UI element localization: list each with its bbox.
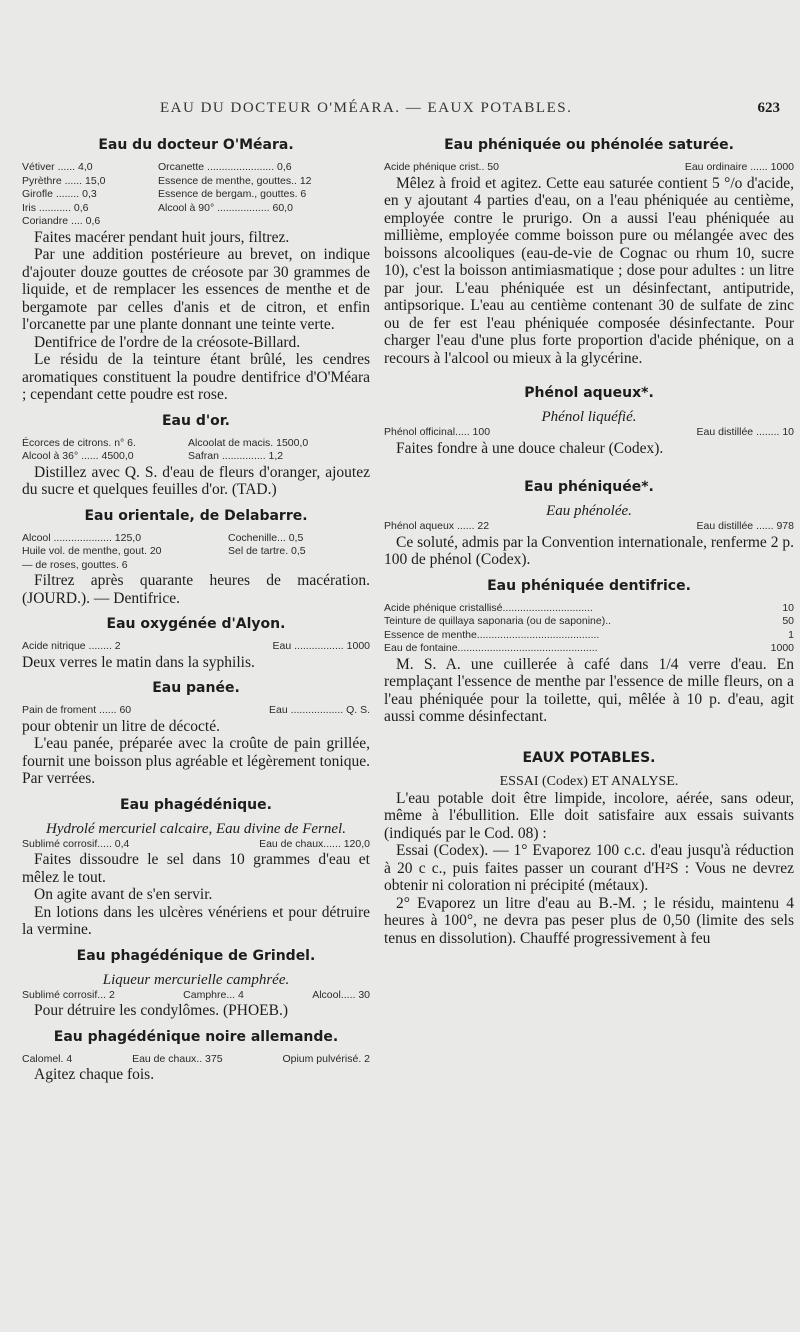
section-title-dentifrice: Eau phéniquée dentifrice. bbox=[487, 577, 691, 594]
ingredient: Eau de fontaine................................................ bbox=[384, 642, 598, 654]
ingredient: Eau ................. 1000 bbox=[272, 640, 370, 652]
ingredient: Acide nitrique ........ 2 bbox=[22, 640, 121, 652]
ingredients-phagedenique bbox=[22, 838, 370, 852]
section-title-orientale: Eau orientale, de Delabarre. bbox=[84, 507, 308, 524]
paragraph: En lotions dans les ulcères vénériens et pour détruire la vermine. bbox=[22, 903, 370, 938]
ingredient bbox=[228, 559, 370, 573]
ingredients-phenol bbox=[384, 426, 794, 440]
section-title-phagedenique: Eau phagédénique. bbox=[120, 796, 272, 813]
paragraph: M. S. A. une cuillerée à café dans 1/4 verre d'eau. En remplaçant l'essence de menthe par l'essence de mille fleurs, on a l'eau phéniquée pour la toilette, qui, mêlée à 10 p. d'eau, agit aussi comme désinfectant. bbox=[384, 655, 794, 725]
ingredient: Alcool à 36° ...... 4500,0 bbox=[22, 450, 134, 462]
paragraph: Distillez avec Q. S. d'eau de fleurs d'oranger, ajoutez du sucre et quelques feuilles d'or. (TAD.) bbox=[22, 463, 370, 498]
section-title-phenol: Phénol aqueux*. bbox=[524, 385, 654, 401]
ingredients-saturee bbox=[384, 161, 794, 175]
ingredient: Acide phénique crist.. 50 bbox=[384, 161, 499, 173]
ingredient: — de roses, gouttes. 6 bbox=[22, 558, 128, 571]
ingredient: Sublimé corrosif... 2 bbox=[22, 988, 115, 1001]
ingredient: Essence de menthe.......................................... bbox=[384, 628, 600, 641]
ingredient: Camphre... 4 bbox=[183, 988, 244, 1001]
paragraph: Faites macérer pendant huit jours, filtrez. bbox=[34, 228, 290, 246]
section-subtitle: ESSAI (Codex) ET ANALYSE. bbox=[499, 773, 679, 789]
ingredient: Phénol officinal..... 100 bbox=[384, 426, 491, 438]
paragraph: Dentifrice de l'ordre de la créosote-Billard. bbox=[34, 333, 301, 351]
ingredients-noire bbox=[22, 1053, 370, 1067]
ingredient: Alcoolat de macis. 1500,0 bbox=[188, 436, 309, 449]
ingredient: Opium pulvérisé. 2 bbox=[282, 1052, 370, 1065]
ingredient: Safran ............... 1,2 bbox=[188, 450, 284, 462]
ingredient: Alcool..... 30 bbox=[312, 988, 370, 1001]
ingredient: 1000 bbox=[770, 642, 794, 654]
ingredient: Essence de menthe, gouttes.. 12 bbox=[158, 174, 312, 187]
ingredient: Cochenille... 0,5 bbox=[228, 531, 304, 544]
ingredient: Eau distillée ........ 10 bbox=[696, 426, 794, 438]
ingredients-alyon bbox=[22, 640, 370, 654]
ingredient: Eau de chaux...... 120,0 bbox=[259, 837, 370, 850]
ingredients-pheniquee bbox=[384, 520, 794, 534]
ingredient: Pyrèthre ...... 15,0 bbox=[22, 174, 106, 187]
ingredient: Eau de chaux.. 375 bbox=[132, 1052, 223, 1065]
section-title-noire: Eau phagédénique noire allemande. bbox=[53, 1028, 339, 1045]
section-title-alyon: Eau oxygénée d'Alyon. bbox=[106, 616, 286, 632]
paragraph: Mêlez à froid et agitez. Cette eau saturée contient 5 °/o d'acide, en y ajoutant 4 parties d'eau, on a l'eau phéniquée au centième, employée contre le prurigo. On a aussi l'eau phéniquée au millième, employée comme boisson pure ou mélangée avec des boissons alcooliques (eau-de-vie de Cognac ou rhum 10, sucre 10), c'est la boisson antimiasmatique ; dose pour adultes : un litre par jour. L'eau phéniquée est un désinfectant, antiputride, antipsorique. L'eau au centième contenant 30 de sulfate de zinc ou de fer est l'eau phéniquée composée désinfectante. Pour charger l'eau d'une plus forte proportion d'acide phénique, on a recours à l'alcool ou mieux à la glycérine. bbox=[384, 174, 794, 367]
paragraph: Ce soluté, admis par la Convention internationale, renferme 2 p. 100 de phénol (Codex). bbox=[384, 533, 794, 568]
ingredients-orientale bbox=[22, 532, 370, 573]
ingredient-row bbox=[384, 602, 794, 616]
ingredient: Girofle ........ 0,3 bbox=[22, 188, 97, 200]
section-title-potables: EAUX POTABLES. bbox=[522, 749, 656, 766]
ingredient: 1 bbox=[788, 628, 794, 641]
ingredient: Pain de froment ...... 60 bbox=[22, 704, 132, 716]
ingredient: Eau distillée ...... 978 bbox=[696, 520, 794, 532]
section-subtitle: Liqueur mercurielle camphrée. bbox=[102, 971, 290, 988]
ingredient-row bbox=[384, 615, 794, 629]
ingredient: 50 bbox=[782, 615, 794, 627]
ingredient: Phénol aqueux ...... 22 bbox=[384, 520, 490, 532]
section-title-saturee: Eau phéniquée ou phénolée saturée. bbox=[444, 137, 734, 153]
paragraph: pour obtenir un litre de décocté. bbox=[22, 717, 220, 735]
ingredients-or bbox=[22, 437, 370, 464]
section-title-grindel: Eau phagédénique de Grindel. bbox=[76, 947, 316, 964]
ingredient-row bbox=[384, 629, 794, 643]
ingredient-row bbox=[384, 642, 794, 656]
section-title-or: Eau d'or. bbox=[161, 412, 230, 429]
section-subtitle: Phénol liquéfié. bbox=[541, 409, 637, 425]
page-number: 623 bbox=[757, 100, 780, 116]
paragraph: Deux verres le matin dans la syphilis. bbox=[22, 653, 255, 671]
section-subtitle: Eau phénolée. bbox=[546, 503, 632, 519]
ingredient: Écorces de citrons. n° 6. bbox=[22, 436, 136, 449]
ingredient: Huile vol. de menthe, gout. 20 bbox=[22, 545, 162, 557]
running-title: EAU DU DOCTEUR O'MÉARA. — EAUX POTABLES. bbox=[160, 100, 573, 116]
ingredient: Essence de bergam., gouttes. 6 bbox=[158, 188, 307, 200]
ingredients-panee bbox=[22, 704, 370, 718]
section-title-panee: Eau panée. bbox=[152, 680, 240, 696]
paragraph: Pour détruire les condylômes. (PHOEB.) bbox=[34, 1002, 288, 1019]
ingredient: Eau .................. Q. S. bbox=[269, 704, 370, 716]
ingredient: Eau ordinaire ...... 1000 bbox=[684, 161, 794, 173]
ingredient: Vétiver ...... 4,0 bbox=[22, 161, 93, 173]
ingredient: Alcool à 90° .................. 60,0 bbox=[158, 201, 293, 214]
paragraph: Par une addition postérieure au brevet, on indique d'ajouter douze gouttes de créosote par 30 grammes de liquide, et de remplacer les essences de menthe et de bergamote par celles d'anis et de citron, et enfin l'orcanette par une plante donnant une teinte verte. bbox=[22, 246, 370, 333]
paragraph: L'eau panée, préparée avec la croûte de pain grillée, fournit une boisson plus agréable et légèrement tonique. Par verrées. bbox=[22, 735, 370, 787]
paragraph: 2° Evaporez un litre d'eau au B.-M. ; le résidu, maintenu 4 heures à 100°, ne devra pas peser plus de 0,50 (limite des sels tenus en dissolution). Chauffé progressivement à feu bbox=[384, 894, 794, 947]
paragraph: Essai (Codex). — 1° Evaporez 100 c.c. d'eau jusqu'à réduction à 20 c c., puis faites passer un courant d'H²S : Vous ne devrez obtenir ni coloration ni précipité (métaux). bbox=[384, 842, 794, 894]
paragraph: On agite avant de s'en servir. bbox=[34, 886, 213, 903]
ingredient: Iris ........... 0,6 bbox=[22, 201, 89, 214]
paragraph: Faites dissoudre le sel dans 10 grammes d'eau et mêlez le tout. bbox=[22, 851, 370, 886]
ingredient: Sublimé corrosif..... 0,4 bbox=[22, 837, 130, 850]
paragraph: Le résidu de la teinture étant brûlé, les cendres aromatiques constituent la poudre dentifrice d'O'Méara ; cependant cette poudre est rose. bbox=[22, 351, 370, 403]
paragraph: Agitez chaque fois. bbox=[34, 1066, 155, 1083]
ingredient: Alcool .................... 125,0 bbox=[22, 531, 142, 544]
paragraph: Filtrez après quarante heures de macération. (JOURD.). — Dentifrice. bbox=[22, 572, 370, 607]
ingredient: Sel de tartre. 0,5 bbox=[228, 545, 306, 557]
ingredient: Coriandre .... 0,6 bbox=[22, 215, 101, 227]
paragraph: Faites fondre à une douce chaleur (Codex). bbox=[396, 439, 664, 457]
ingredient: Orcanette ....................... 0,6 bbox=[158, 161, 292, 173]
ingredient bbox=[158, 215, 370, 229]
left-column bbox=[22, 128, 370, 1084]
page-header bbox=[0, 100, 800, 130]
paragraph: L'eau potable doit être limpide, incolore, aérée, sans odeur, même à l'ébullition. Elle doit satisfaire aux essais suivants (indiqués par le Cod. 08) : bbox=[384, 789, 794, 842]
section-subtitle: Hydrolé mercuriel calcaire, Eau divine de Fernel. bbox=[46, 820, 346, 837]
ingredient: Acide phénique cristallisé............................... bbox=[384, 601, 593, 614]
ingredients-omeara bbox=[22, 161, 370, 229]
ingredients-grindel bbox=[22, 989, 370, 1003]
ingredient: Teinture de quillaya saponaria (ou de saponine).. bbox=[384, 615, 612, 627]
right-column bbox=[384, 128, 794, 947]
ingredient: Calomel. 4 bbox=[22, 1052, 73, 1065]
section-title-pheniquee: Eau phéniquée*. bbox=[524, 479, 654, 495]
ingredient: 10 bbox=[782, 601, 794, 614]
section-title-omeara: Eau du docteur O'Méara. bbox=[98, 137, 294, 153]
